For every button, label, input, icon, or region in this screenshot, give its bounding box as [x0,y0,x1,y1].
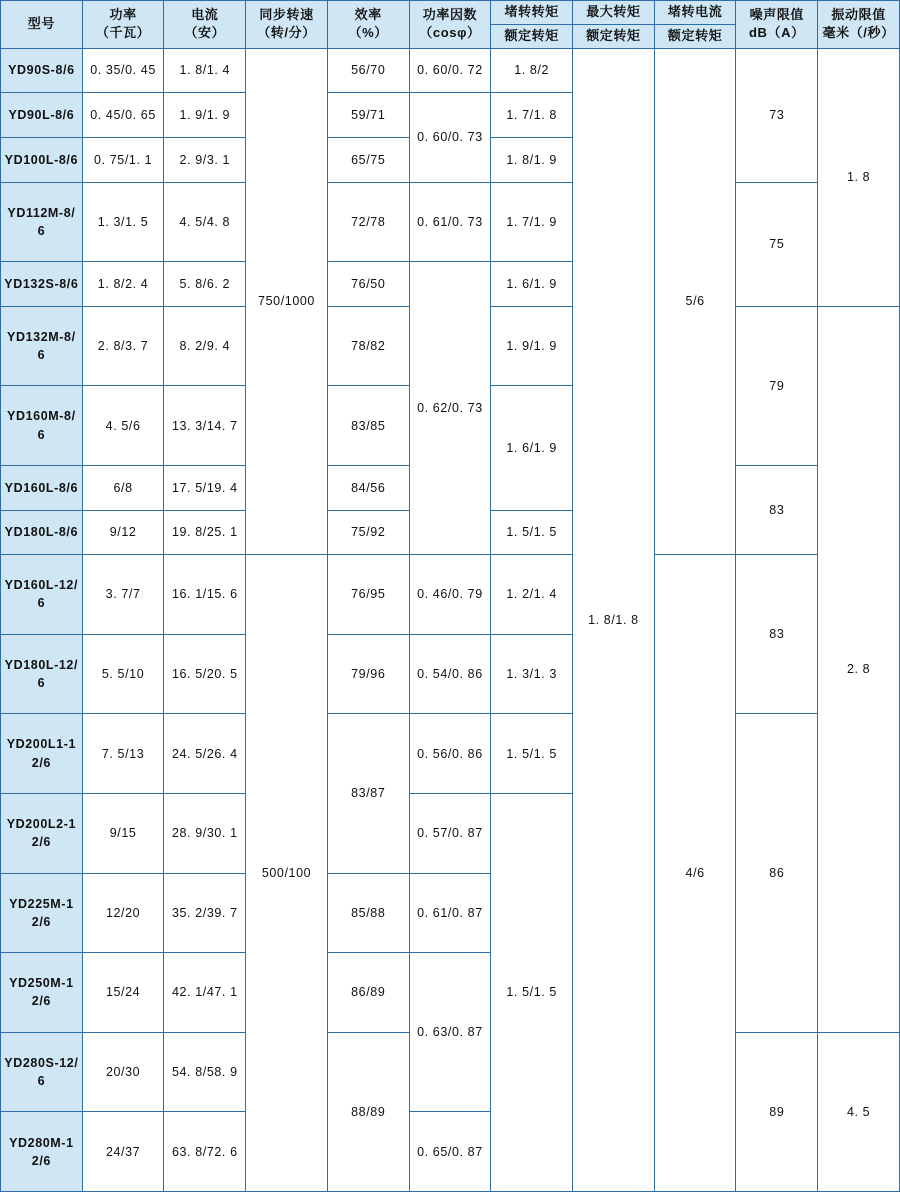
cell-current: 24. 5/26. 4 [164,714,246,794]
cell-power: 5. 5/10 [82,634,164,714]
header-efficiency-line2: （%） [348,25,388,41]
cell-power: 1. 3/1. 5 [82,182,164,262]
cell-efficiency: 76/50 [327,262,409,307]
header-power-factor [409,1,491,49]
cell-model: YD90L-8/6 [1,93,83,138]
header-noise-line2: dB（A） [748,25,805,41]
cell-model: YD280M-12/6 [1,1112,83,1192]
header-power [82,1,164,49]
cell-current: 54. 8/58. 9 [164,1032,246,1112]
table-row [1,714,900,794]
header-power-factor-line2: （cosφ） [419,25,481,41]
cell-noise: 86 [736,714,818,1032]
cell-power: 3. 7/7 [82,555,164,635]
header-vibration [818,1,900,49]
cell-power: 4. 5/6 [82,386,164,466]
cell-current: 1. 9/1. 9 [164,93,246,138]
cell-vibration: 2. 8 [818,306,900,1032]
header-locked-torque [491,1,573,25]
cell-model: YD200L1-12/6 [1,714,83,794]
cell-noise: 83 [736,555,818,714]
table-row [1,48,900,93]
header-current-line2: （安） [184,25,226,41]
header-sync-speed [246,1,328,49]
header-current [164,1,246,49]
cell-efficiency: 83/85 [327,386,409,466]
cell-model: YD100L-8/6 [1,137,83,182]
cell-locked-torque: 1. 2/1. 4 [491,555,573,635]
cell-power: 9/15 [82,793,164,873]
cell-locked-torque: 1. 5/1. 5 [491,510,573,555]
cell-efficiency: 79/96 [327,634,409,714]
table-row [1,555,900,635]
cell-locked-torque: 1. 8/1. 9 [491,137,573,182]
cell-power: 12/20 [82,873,164,953]
cell-vibration: 1. 8 [818,48,900,306]
header-power-line1: 功率 [109,6,137,22]
cell-model: YD90S-8/6 [1,48,83,93]
header-locked-current-line1: 堵转电流 [667,4,723,19]
cell-current: 42. 1/47. 1 [164,953,246,1033]
cell-power-factor: 0. 65/0. 87 [409,1112,491,1192]
cell-noise: 89 [736,1032,818,1191]
cell-current: 35. 2/39. 7 [164,873,246,953]
cell-locked-torque: 1. 7/1. 9 [491,182,573,262]
cell-model: YD160L-12/6 [1,555,83,635]
cell-current: 2. 9/3. 1 [164,137,246,182]
cell-efficiency: 78/82 [327,306,409,386]
cell-noise: 79 [736,306,818,465]
cell-current: 63. 8/72. 6 [164,1112,246,1192]
cell-power-factor: 0. 60/0. 73 [409,93,491,182]
cell-locked-torque: 1. 6/1. 9 [491,262,573,307]
cell-power-factor: 0. 54/0. 86 [409,634,491,714]
cell-model: YD280S-12/6 [1,1032,83,1112]
cell-power: 1. 8/2. 4 [82,262,164,307]
cell-model: YD132S-8/6 [1,262,83,307]
cell-current: 4. 5/4. 8 [164,182,246,262]
cell-current: 16. 1/15. 6 [164,555,246,635]
header-row-main [1,1,900,25]
cell-model: YD160M-8/6 [1,386,83,466]
cell-power-factor: 0. 60/0. 72 [409,48,491,93]
cell-efficiency: 86/89 [327,953,409,1033]
cell-sync-speed: 500/100 [246,555,328,1192]
cell-locked-current: 5/6 [654,48,736,554]
cell-power-factor: 0. 46/0. 79 [409,555,491,635]
cell-efficiency: 75/92 [327,510,409,555]
header-max-torque-line1: 最大转矩 [586,4,641,19]
cell-current: 16. 5/20. 5 [164,634,246,714]
header-vibration-line1: 振动限值 [831,6,886,22]
cell-power-factor: 0. 63/0. 87 [409,953,491,1112]
cell-model: YD160L-8/6 [1,465,83,510]
cell-efficiency: 65/75 [327,137,409,182]
cell-current: 28. 9/30. 1 [164,793,246,873]
cell-efficiency: 72/78 [327,182,409,262]
cell-power: 9/12 [82,510,164,555]
cell-power: 20/30 [82,1032,164,1112]
cell-locked-torque: 1. 5/1. 5 [491,714,573,794]
cell-locked-torque: 1. 7/1. 8 [491,93,573,138]
cell-locked-torque: 1. 6/1. 9 [491,386,573,510]
cell-current: 19. 8/25. 1 [164,510,246,555]
cell-noise: 75 [736,182,818,306]
cell-power: 2. 8/3. 7 [82,306,164,386]
header-sync-speed-line2: （转/分） [257,25,316,41]
cell-model: YD225M-12/6 [1,873,83,953]
header-power-factor-line1: 功率因数 [422,6,478,22]
header-locked-current-sub: 额定转矩 [654,24,736,48]
cell-locked-current: 4/6 [654,555,736,1192]
cell-efficiency: 83/87 [327,714,409,873]
cell-vibration: 4. 5 [818,1032,900,1191]
header-noise [736,1,818,49]
cell-max-torque: 1. 8/1. 8 [573,48,655,1191]
cell-power: 24/37 [82,1112,164,1192]
cell-noise: 73 [736,48,818,182]
cell-model: YD250M-12/6 [1,953,83,1033]
cell-efficiency: 84/56 [327,465,409,510]
header-efficiency [327,1,409,49]
table-row [1,182,900,262]
header-noise-line1: 噪声限值 [749,6,805,22]
cell-locked-torque: 1. 9/1. 9 [491,306,573,386]
cell-power-factor: 0. 61/0. 73 [409,182,491,262]
cell-efficiency: 59/71 [327,93,409,138]
cell-model: YD180L-12/6 [1,634,83,714]
cell-power: 0. 75/1. 1 [82,137,164,182]
cell-model: YD132M-8/6 [1,306,83,386]
header-sync-speed-line1: 同步转速 [259,6,314,22]
header-model [1,1,83,49]
cell-model: YD200L2-12/6 [1,793,83,873]
header-locked-torque-sub: 额定转矩 [491,24,573,48]
cell-model: YD180L-8/6 [1,510,83,555]
header-vibration-line2: 毫米（/秒） [822,25,895,41]
cell-current: 8. 2/9. 4 [164,306,246,386]
cell-model: YD112M-8/6 [1,182,83,262]
cell-sync-speed: 750/1000 [246,48,328,554]
cell-locked-torque: 1. 5/1. 5 [491,793,573,1191]
cell-locked-torque: 1. 8/2 [491,48,573,93]
cell-efficiency: 76/95 [327,555,409,635]
header-efficiency-line1: 效率 [354,6,382,22]
header-max-torque [573,1,655,25]
table-header [1,1,900,49]
cell-power-factor: 0. 62/0. 73 [409,262,491,555]
table-body [1,48,900,1191]
cell-power-factor: 0. 56/0. 86 [409,714,491,794]
header-max-torque-sub: 额定转矩 [573,24,655,48]
cell-efficiency: 85/88 [327,873,409,953]
cell-efficiency: 56/70 [327,48,409,93]
cell-current: 17. 5/19. 4 [164,465,246,510]
cell-power-factor: 0. 57/0. 87 [409,793,491,873]
header-locked-current [654,1,736,25]
cell-power: 0. 35/0. 45 [82,48,164,93]
cell-current: 5. 8/6. 2 [164,262,246,307]
header-current-line1: 电流 [191,6,219,22]
cell-current: 1. 8/1. 4 [164,48,246,93]
cell-noise: 83 [736,465,818,554]
cell-power: 6/8 [82,465,164,510]
cell-locked-torque: 1. 3/1. 3 [491,634,573,714]
header-model-line1: 型号 [27,15,55,31]
header-power-line2: （千瓦） [95,25,151,41]
cell-power: 15/24 [82,953,164,1033]
cell-current: 13. 3/14. 7 [164,386,246,466]
header-locked-torque-line1: 堵转转矩 [504,4,559,19]
cell-efficiency: 88/89 [327,1032,409,1191]
cell-power: 7. 5/13 [82,714,164,794]
cell-power-factor: 0. 61/0. 87 [409,873,491,953]
cell-power: 0. 45/0. 65 [82,93,164,138]
